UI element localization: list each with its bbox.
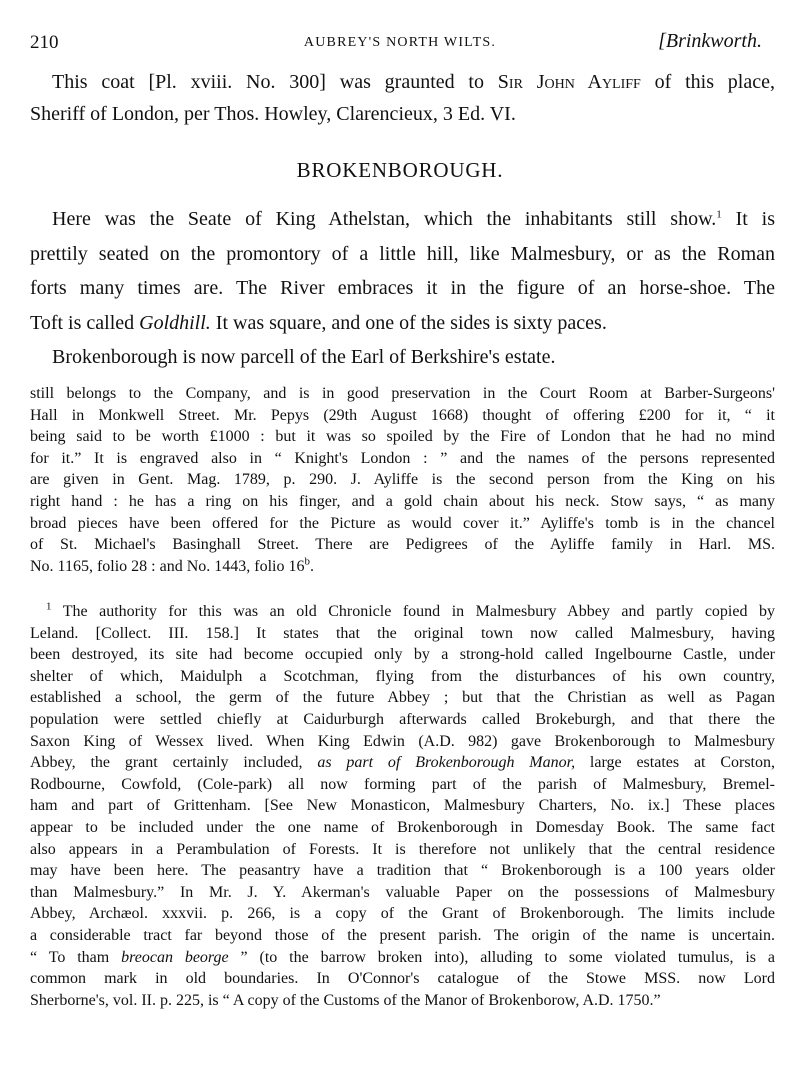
- text-line: Brokenborough is now parcell of the Earl of Berkshire's estate.: [52, 346, 556, 368]
- text-line: prettily seated on the promontory of a little hill, like Malmesbury, or as the Roman: [30, 242, 775, 265]
- page-number: 210: [30, 32, 59, 53]
- footnote-ref: 1: [716, 208, 722, 221]
- text-line: Toft is called Goldhill. It was square, and one of the sides is sixty paces.: [30, 311, 607, 334]
- text-line: This coat [Pl. xviii. No. 300] was graunted to Sir John Ayliff of this place,: [52, 71, 775, 93]
- footnote-line: being said to be worth £1000 : but it was so spoiled by the Fire of London that he had no mind: [30, 428, 775, 446]
- footnote-line: still belongs to the Company, and is in good preservation in the Court Room at Barber-Surgeons': [30, 385, 775, 402]
- text-line: forts many times are. The River embraces it in the figure of an horse-shoe. The: [30, 277, 775, 299]
- footnote-line: Rodbourne, Cowfold, (Cole-park) all now forming part of the parish of Malmesbury, Bremel-: [30, 775, 775, 793]
- footnote-line: a considerable tract far beyond those of the present parish. The origin of the name is uncertain.: [30, 926, 775, 944]
- person-name: Sir John Ayliff: [497, 71, 641, 93]
- footnote-line: than Malmesbury.” In Mr. J. Y. Akerman's valuable Paper on the possessions of Malmesbury: [30, 883, 775, 901]
- running-title: AUBREY'S NORTH WILTS.: [303, 35, 497, 50]
- footnote-line: Hall in Monkwell Street. Mr. Pepys (29th August 1668) thought of offering £200 for it, “ it: [30, 406, 775, 424]
- footnote-line: right hand : he has a ring on his finger, and a gold chain about his neck. Stow says, “ as many: [30, 492, 775, 510]
- footnote-line: for it.” It is engraved also in “ Knight's London : ” and the names of the persons represented: [30, 449, 775, 467]
- coat-paragraph: [30, 66, 775, 130]
- brokenborough-paragraph: [30, 202, 775, 375]
- text-line: Sheriff of London, per Thos. Howley, Clarencieux, 3 Ed. VI.: [30, 103, 516, 125]
- footnote-line: $^1$ The authority for this was an old Chronicle found in Malmesbury Abbey and partly copied by: [46, 600, 775, 620]
- footnote-line: “ To tham breocan beorge ” (to the barrow broken into), alluding to some violated tumulus, is a: [30, 948, 776, 966]
- footnote-line: may have been here. The peasantry have a tradition that “ Brokenborough is a 100 years older: [30, 862, 775, 880]
- text-line: Here was the Seate of King Athelstan, which the inhabitants still show.$^1$ It is: [52, 208, 775, 230]
- footnote-line: population were settled chiefly at Caidurburgh afterwards called Brokeburgh, and that there the: [30, 710, 775, 728]
- footnote-line: common mark in old boundaries. In O'Connor's catalogue of the Stowe MSS. now Lord: [30, 970, 775, 988]
- footnote-line: of St. Michael's Basinghall Street. There are Pedigrees of the Ayliffe family in Harl. MS.: [30, 536, 775, 554]
- footnote-line: Sherborne's, vol. II. p. 225, is “ A copy of the Customs of the Manor of Brokenborow, A.D. 1750.”: [30, 991, 661, 1009]
- footnote-marker: 1: [46, 600, 52, 613]
- page-header: [30, 30, 770, 56]
- footnote-line: Abbey, the grant certainly included, as part of Brokenborough Manor, large estates at Corston,: [30, 754, 776, 772]
- footnote-line: are given in Gent. Mag. 1789, p. 290. J. Ayliffe is the second person from the King on his: [30, 471, 775, 489]
- footnote-line: been destroyed, its site had become occupied only by a strong-hold called Ingelbourne Castle, under: [30, 646, 775, 664]
- footnote-line: No. 1165, folio 28 : and No. 1443, folio 16$^b$.: [30, 555, 314, 575]
- footnote-continued: [30, 383, 775, 577]
- footnote-line: shelter of which, Maidulph a Scotchman, flying from the disturbances of his own country,: [30, 667, 775, 685]
- footnote-line: Leland. [Collect. III. 158.] It states that the original town now called Malmesbury, having: [30, 624, 775, 642]
- footnote-line: Abbey, Archæol. xxxvii. p. 266, is a copy of the Grant of Brokenborough. The limits include: [30, 905, 775, 923]
- footnote-line: Saxon King of Wessex lived. When King Edwin (A.D. 982) gave Brokenborough to Malmesbury: [30, 732, 775, 750]
- footnote-line: ham and part of Grittenham. [See New Monasticon, Malmesbury Charters, No. ix.] These places: [30, 797, 775, 815]
- place-heading: [Brinkworth.: [658, 30, 762, 52]
- footnote-line: also appears in a Perambulation of Forests. It is therefore not unlikely that the central residence: [30, 840, 775, 858]
- footnote-line: established a school, the germ of the future Abbey ; but that the Christian as well as Pagan: [30, 689, 775, 707]
- footnote-line: broad pieces have been offered for the Picture as would cover it.” Ayliffe's tomb is in the chancel: [30, 514, 775, 532]
- section-title: BROKENBOROUGH.: [296, 158, 504, 182]
- footnote-line: appear to be included under the one name of Brokenborough in Domesday Book. The same fact: [30, 818, 775, 836]
- footnote-1: [30, 601, 775, 1011]
